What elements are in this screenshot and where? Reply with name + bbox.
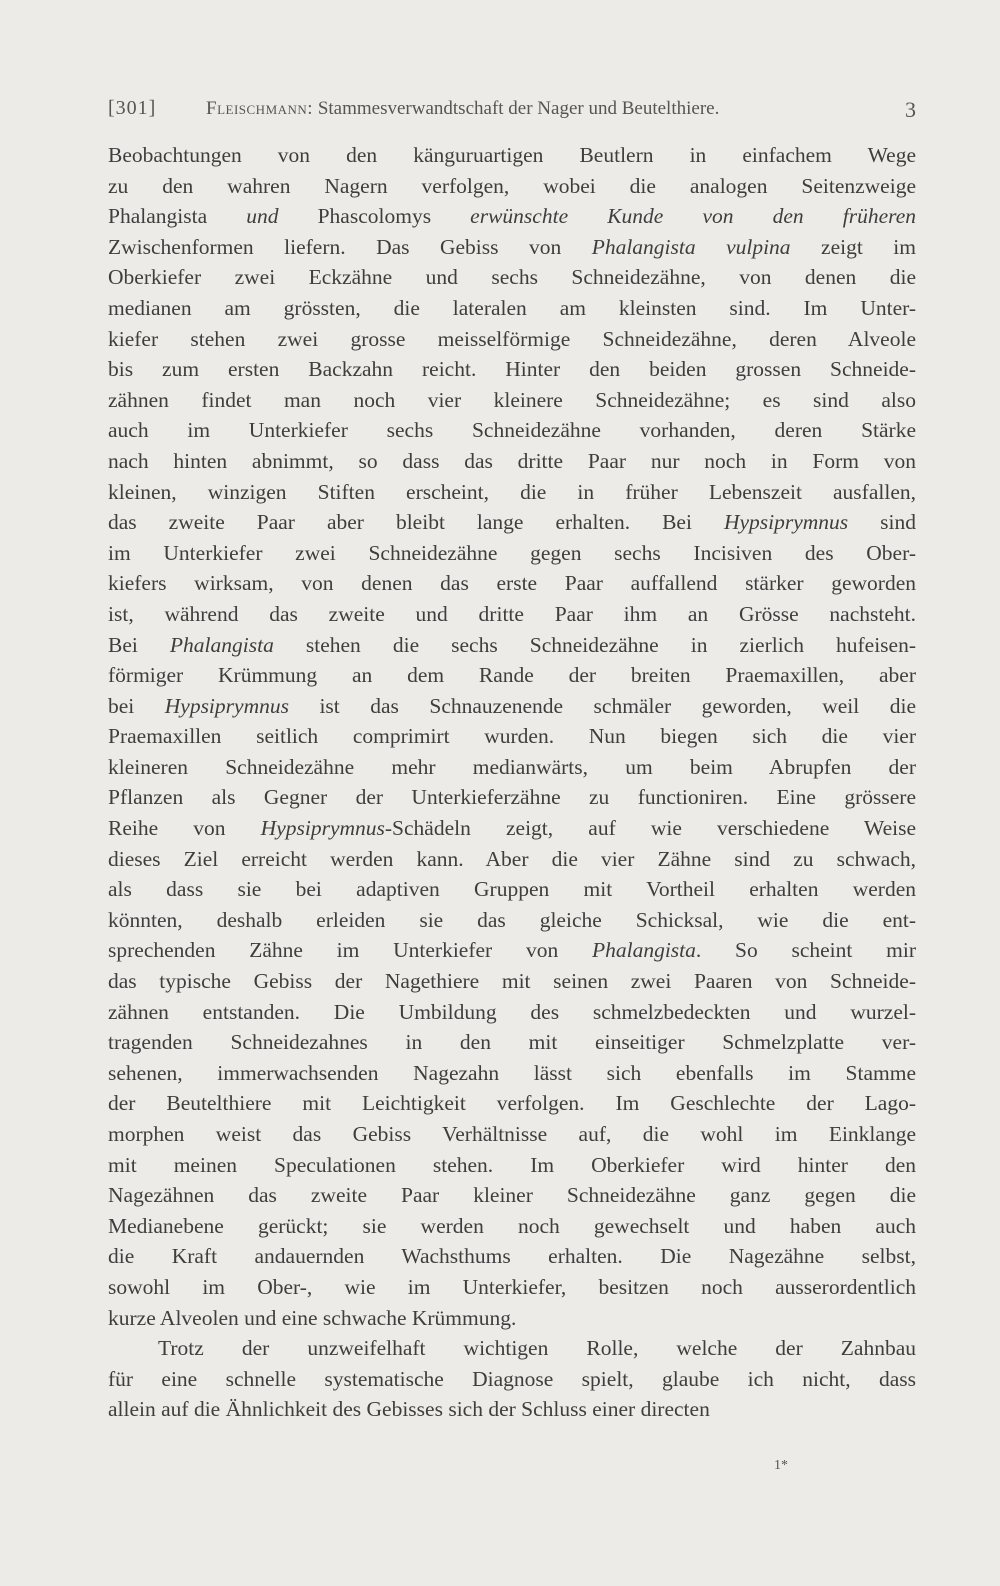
text-line: dieses Ziel erreicht werden kann. Aber die vier Zähne sind zu schwach, <box>108 846 916 871</box>
text-line: nach hinten abnimmt, so dass das dritte Paar nur noch in Form von <box>108 448 916 473</box>
text-line <box>108 507 916 538</box>
text-line: Medianebene gerückt; sie werden noch gewechselt und haben auch <box>108 1213 916 1238</box>
text-segment: stehen die sechs Schneidezähne in zierlich hufeisen- <box>273 632 917 657</box>
text-line: kiefer stehen zwei grosse meisselförmige Schneidezähne, deren Alveole <box>108 326 916 351</box>
text-segment: sind <box>848 510 916 535</box>
text-segment: zeigt im <box>790 234 916 259</box>
text-line: zähnen findet man noch vier kleinere Schneidezähne; es sind also <box>108 387 916 412</box>
text-line: für eine schnelle systematische Diagnose spielt, glaube ich nicht, dass <box>108 1366 916 1391</box>
italic-taxon: Hypsiprymnus <box>164 693 289 718</box>
signature-mark: 1* <box>774 1458 788 1473</box>
text-line: Beobachtungen von den känguruartigen Beutlern in einfachem Wege <box>108 143 916 167</box>
text-line: auch im Unterkiefer sechs Schneidezähne vorhanden, deren Stärke <box>108 418 916 443</box>
text-segment: das zweite Paar aber bleibt lange erhalten. Bei <box>108 510 724 535</box>
text-line: allein auf die Ähnlichkeit des Gebisses sich der Schluss einer directen <box>108 1397 710 1422</box>
text-line: Trotz der unzweifelhaft wichtigen Rolle, welche der Zahnbau <box>158 1336 916 1361</box>
text-line <box>108 813 916 844</box>
text-line <box>108 935 916 966</box>
italic-taxon: Phalangista <box>591 938 696 963</box>
text-segment: Reihe von <box>108 816 261 841</box>
text-line: könnten, deshalb erleiden sie das gleiche Schicksal, wie die ent- <box>108 907 916 932</box>
page-number: 3 <box>905 97 916 122</box>
text-line: kiefers wirksam, von denen das erste Paar auffallend stärker geworden <box>108 571 916 596</box>
text-line: Pflanzen als Gegner der Unterkieferzähne zu functioniren. Eine grössere <box>108 785 916 810</box>
text-segment: Phascolomys <box>317 204 432 229</box>
text-line: als dass sie bei adaptiven Gruppen mit Vortheil erhalten werden <box>108 877 916 902</box>
italic-taxon: Hypsiprymnus <box>723 510 849 535</box>
text-line <box>108 630 916 661</box>
text-line: bis zum ersten Backzahn reicht. Hinter den beiden grossen Schneide- <box>108 357 916 382</box>
article-title: Stammesverwandtschaft der Nager und Beutelthiere. <box>317 98 720 119</box>
text-line <box>108 691 916 722</box>
running-head <box>108 97 916 125</box>
text-line: die Kraft andauernden Wachsthums erhalten. Die Nagezähne selbst, <box>108 1244 916 1269</box>
text-line: tragenden Schneidezahnes in den mit einseitiger Schmelzplatte ver- <box>108 1030 916 1055</box>
text-line: kurze Alveolen und eine schwache Krümmung. <box>108 1305 517 1330</box>
body-text <box>108 140 916 1425</box>
text-segment: ist das Schnauzenende schmäler geworden, weil die <box>288 693 916 718</box>
text-line: zu den wahren Nagern verfolgen, wobei die analogen Seitenzweige <box>108 173 916 198</box>
italic-taxon: erwünschte Kunde von den früheren <box>431 204 917 229</box>
italic-taxon: und <box>207 204 318 229</box>
text-line <box>108 232 916 263</box>
text-segment: -Schädeln zeigt, auf wie verschiedene Weise <box>384 816 916 841</box>
italic-taxon: Phalangista <box>169 632 274 657</box>
text-line: sehenen, immerwachsenden Nagezahn lässt sich ebenfalls im Stamme <box>108 1060 916 1085</box>
text-line: mit meinen Speculationen stehen. Im Oberkiefer wird hinter den <box>108 1152 916 1177</box>
text-line: Nagezähnen das zweite Paar kleiner Schneidezähne ganz gegen die <box>108 1183 916 1208</box>
text-segment: bei <box>108 693 165 718</box>
running-title <box>206 98 719 120</box>
text-line: der Beutelthiere mit Leichtigkeit verfolgen. Im Geschlechte der Lago- <box>108 1091 916 1116</box>
italic-taxon: Phalangista vulpina <box>591 234 791 259</box>
text-line: medianen am grössten, die lateralen am kleinsten sind. Im Unter- <box>108 295 916 320</box>
text-line: kleinen, winzigen Stiften erscheint, die in früher Lebenszeit ausfallen, <box>108 479 916 504</box>
page-reference: [301] <box>108 97 157 119</box>
text-line: Praemaxillen seitlich comprimirt wurden. Nun biegen sich die vier <box>108 724 916 749</box>
author-name: Fleischmann: <box>206 98 314 119</box>
text-segment: Zwischenformen liefern. Das Gebiss von <box>108 234 592 259</box>
text-segment: Phalangista <box>108 204 208 229</box>
text-line: das typische Gebiss der Nagethiere mit seinen zwei Paaren von Schneide- <box>108 969 916 994</box>
text-line: morphen weist das Gebiss Verhältnisse auf, die wohl im Einklange <box>108 1122 916 1146</box>
text-line: im Unterkiefer zwei Schneidezähne gegen sechs Incisiven des Ober- <box>108 540 916 565</box>
text-line: sowohl im Ober-, wie im Unterkiefer, besitzen noch ausserordentlich <box>108 1274 916 1299</box>
text-line: ist, während das zweite und dritte Paar ihm an Grösse nachsteht. <box>108 601 916 626</box>
text-line: Oberkiefer zwei Eckzähne und sechs Schneidezähne, von denen die <box>108 265 916 290</box>
text-line: zähnen entstanden. Die Umbildung des schmelzbedeckten und wurzel- <box>108 999 916 1024</box>
text-segment: sprechenden Zähne im Unterkiefer von <box>108 938 592 963</box>
italic-taxon: Hypsiprymnus <box>260 816 385 841</box>
text-segment: Bei <box>108 632 170 657</box>
text-line <box>108 201 916 232</box>
text-line: kleineren Schneidezähne mehr medianwärts, um beim Abrupfen der <box>108 754 916 779</box>
text-segment: . So scheint mir <box>695 938 916 963</box>
text-line: förmiger Krümmung an dem Rande der breiten Praemaxillen, aber <box>108 663 916 688</box>
